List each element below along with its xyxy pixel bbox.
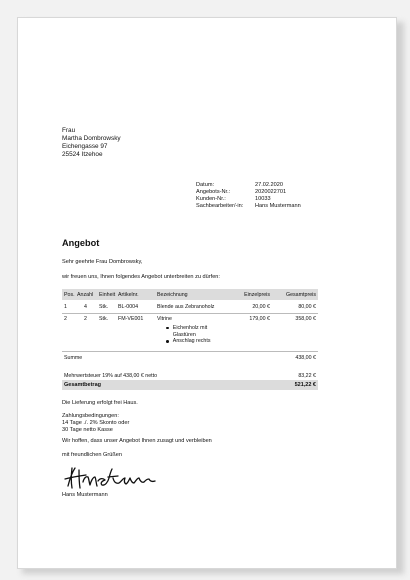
payment-line: Zahlungsbedingungen: bbox=[62, 413, 119, 419]
cell-unit: Stk. bbox=[99, 304, 109, 310]
recipient-address bbox=[62, 127, 121, 159]
cell-total: 358,00 € bbox=[295, 316, 316, 322]
meta-label: Kunden-Nr.: bbox=[196, 196, 226, 203]
table-row bbox=[62, 313, 318, 351]
col-description: Bezeichnung bbox=[157, 291, 188, 298]
col-article: Artikelnr. bbox=[118, 291, 139, 298]
bullet-dot bbox=[166, 327, 169, 330]
bullet-text: Eichenholz mit Glastüren bbox=[172, 325, 208, 338]
meta-value: Hans Mustermann bbox=[255, 203, 301, 210]
meta-value: 2020022701 bbox=[255, 189, 287, 196]
bullet-item bbox=[166, 338, 226, 345]
meta-label: Sachbearbeiter/-in: bbox=[196, 203, 244, 210]
payment-terms bbox=[62, 413, 129, 434]
cell-article: BL-0004 bbox=[118, 304, 139, 310]
cell-description: Blende aus Zebranoholz bbox=[157, 304, 215, 310]
col-qty: Anzahl bbox=[77, 291, 94, 298]
document-page bbox=[17, 17, 397, 569]
sum-label: Summe bbox=[64, 355, 83, 361]
meta-label: Angebots-Nr.: bbox=[196, 189, 231, 196]
document-title: Angebot bbox=[62, 238, 100, 248]
cell-qty: 4 bbox=[84, 304, 87, 310]
cell-unit: Stk. bbox=[99, 316, 109, 322]
bullet-text: Anschlag rechts bbox=[172, 338, 211, 345]
cell-pos: 1 bbox=[64, 304, 67, 310]
payment-line: 30 Tage netto Kasse bbox=[62, 426, 113, 433]
table-header bbox=[62, 289, 318, 300]
cell-unit-price: 179,00 € bbox=[249, 316, 270, 322]
sum-value: 438,00 € bbox=[295, 355, 316, 361]
handwritten-signature bbox=[62, 464, 172, 492]
meta-value: 27.02.2020 bbox=[255, 182, 283, 188]
recipient-street: Eichengasse 97 bbox=[62, 142, 108, 150]
bullet-dot bbox=[166, 340, 169, 343]
regards-text: mit freundlichen Grüßen bbox=[62, 452, 123, 458]
recipient-name: Martha Dombrowsky bbox=[62, 134, 121, 142]
meta-label: Datum: bbox=[196, 182, 215, 188]
item-details bbox=[166, 325, 226, 345]
col-total: Gesamtpreis bbox=[285, 291, 316, 298]
signer-name: Hans Mustermann bbox=[62, 492, 108, 498]
total-row bbox=[62, 380, 318, 390]
payment-line: 14 Tage ./. 2% Skonto oder bbox=[62, 419, 130, 426]
col-pos: Pos. bbox=[64, 291, 75, 298]
cell-description: Vitrine bbox=[157, 316, 172, 322]
row-divider bbox=[62, 351, 318, 352]
vat-value: 83,22 € bbox=[298, 373, 316, 379]
cell-unit-price: 20,00 € bbox=[252, 304, 270, 310]
cell-article: FM-VE001 bbox=[118, 316, 144, 322]
meta-value: 10033 bbox=[255, 196, 271, 203]
total-value: 521,22 € bbox=[294, 382, 316, 388]
col-unit: Einheit bbox=[99, 291, 116, 298]
intro-text: wir freuen uns, Ihnen folgendes Angebot unterbreiten zu dürfen: bbox=[62, 274, 220, 280]
recipient-city: 25524 Itzehoe bbox=[62, 150, 103, 158]
total-label: Gesamtbetrag bbox=[64, 382, 101, 388]
greeting: Sehr geehrte Frau Dombrowsky, bbox=[62, 259, 143, 265]
cell-qty: 2 bbox=[84, 316, 87, 322]
bullet-item bbox=[166, 325, 226, 338]
cell-pos: 2 bbox=[64, 316, 67, 322]
vat-label: Mehrwertsteuer 19% auf 438,00 € netto bbox=[64, 373, 158, 379]
col-unit-price: Einzelpreis bbox=[244, 291, 270, 298]
recipient-salutation: Frau bbox=[62, 127, 76, 134]
delivery-note: Die Lieferung erfolgt frei Haus. bbox=[62, 400, 138, 406]
table-row bbox=[62, 300, 318, 313]
offer-meta bbox=[196, 182, 301, 210]
sum-row bbox=[62, 351, 318, 366]
items-table bbox=[62, 289, 318, 382]
cell-total: 80,00 € bbox=[298, 304, 316, 310]
closing-text: Wir hoffen, dass unser Angebot Ihnen zusagt und verbleiben bbox=[62, 438, 212, 444]
